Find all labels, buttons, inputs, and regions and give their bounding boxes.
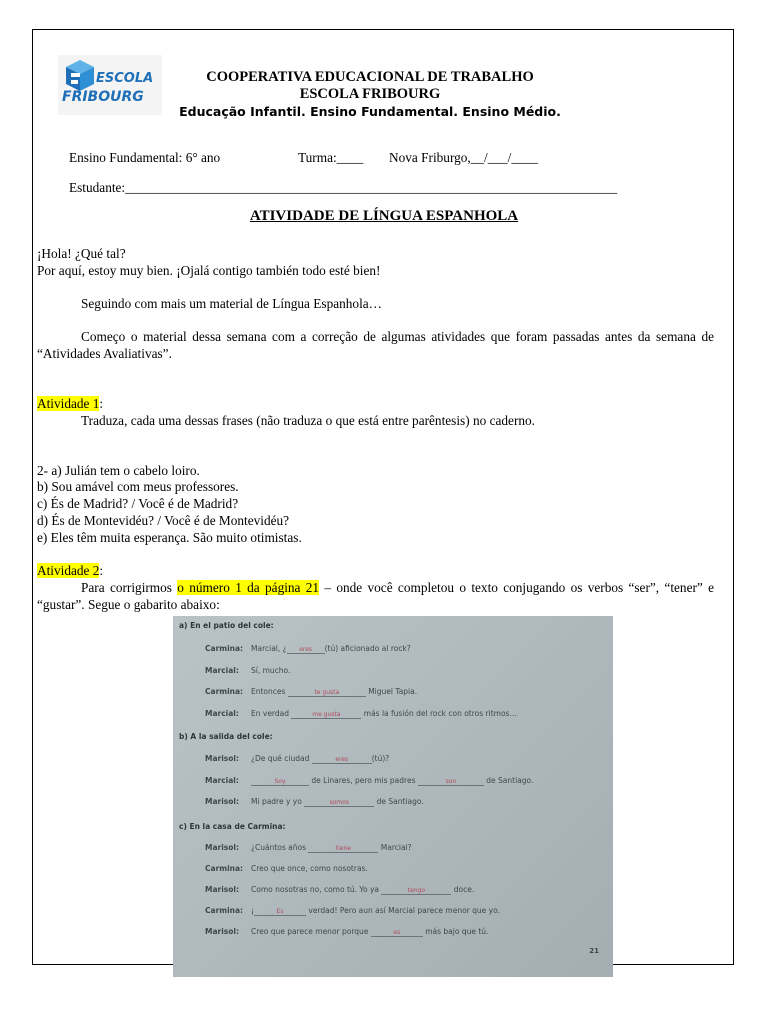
activity1-label: Atividade 1: [37, 396, 100, 411]
activity2-colon: :: [99, 563, 104, 578]
activity1-answer: c) És de Madrid? / Você é de Madrid?: [37, 496, 239, 511]
activity2-heading: [37, 562, 714, 579]
dialog-line: Marisol: Creo que parece menor porque es más bajo que tú.: [205, 927, 489, 936]
logo-text-fribourg: FRIBOURG: [62, 89, 144, 105]
activity2-label: Atividade 2: [37, 563, 100, 578]
answer-blank: Es: [254, 908, 306, 916]
logo-text-escola: ESCOLA: [96, 71, 154, 86]
answer-blank: tengo: [381, 887, 451, 895]
dialog-line: Carmina: Marcial, ¿ eres (tú) aficionado al rock?: [205, 644, 411, 653]
section-a-title: a) En el patio del cole:: [179, 621, 274, 630]
book-page-number: 21: [589, 947, 599, 955]
intro-paragraph: [37, 328, 714, 362]
intro-line: [37, 295, 714, 312]
section-c-title: c) En la casa de Carmina:: [179, 822, 286, 831]
activity2-paragraph: [37, 579, 714, 613]
dialog-line: Marcial: Sí, mucho.: [205, 666, 291, 675]
dialog-line: Marcial: En verdad me gusta más la fusión del rock con otros ritmos…: [205, 709, 517, 718]
activity2-text-before: Para corrigirmos: [81, 580, 178, 595]
intro-paragraph-text: Começo o material dessa semana com a correção de algumas atividades que foram passadas antes da semana de “Atividades Avaliativas”.: [37, 329, 714, 361]
section-b-title: b) A la salida del cole:: [179, 732, 273, 741]
activity1-answer: d) És de Montevidéu? / Você é de Montevidéu?: [37, 513, 290, 528]
school-levels: Educação Infantil. Ensino Fundamental. Ensino Médio.: [179, 104, 561, 119]
school-name: ESCOLA FRIBOURG: [299, 86, 441, 102]
student-field: Estudante:__________________________________________________________________________: [69, 180, 618, 195]
greeting-reply: Por aquí, estoy muy bien. ¡Ojalá contigo también todo esté bien!: [37, 263, 381, 278]
answer-blank: eres: [312, 756, 372, 764]
answer-blank: Soy: [251, 778, 309, 786]
org-name: COOPERATIVA EDUCACIONAL DE TRABALHO: [206, 69, 534, 85]
answer-blank: son: [418, 778, 484, 786]
activity2-text-after: – onde você completou o texto conjugando os verbos “ser”, “tener” e “gustar”. Segue o gabarito abaixo:: [37, 580, 715, 612]
answer-blank: me gusta: [291, 711, 361, 719]
dialog-line: Marisol: Mi padre y yo somos de Santiago.: [205, 797, 424, 806]
dialog-line: Carmina: ¡ Es verdad! Pero aun así Marcial parece menor que yo.: [205, 906, 500, 915]
activity1-colon: :: [99, 396, 104, 411]
dialog-line: Carmina: Entonces te gusta Miguel Tapia.: [205, 687, 418, 696]
activity2-highlight: o número 1 da página 21: [177, 580, 320, 595]
activity1-instruction-line: [37, 412, 714, 429]
answer-blank: tiene: [308, 845, 378, 853]
dialog-line: Marisol: ¿De qué ciudad eres (tú)?: [205, 754, 390, 763]
dialog-line: Marisol: ¿Cuántos años tiene Marcial?: [205, 843, 412, 852]
activity1-heading: [37, 395, 714, 412]
activity1-answer: e) Eles têm muita esperança. São muito otimistas.: [37, 530, 302, 545]
answer-blank: es: [371, 929, 423, 937]
greeting: ¡Hola! ¿Qué tal?: [37, 246, 126, 261]
page-title: ATIVIDADE DE LÍNGUA ESPANHOLA: [249, 208, 519, 224]
dialog-line: Marisol: Como nosotras no, como tú. Yo ya tengo doce.: [205, 885, 475, 894]
activity1-answer: b) Sou amável com meus professores.: [37, 479, 239, 494]
intro-text: Seguindo com mais um material de Língua Espanhola…: [81, 296, 382, 311]
answer-blank: somos: [304, 799, 374, 807]
grade-field: Ensino Fundamental: 6° ano: [69, 150, 221, 165]
class-field: Turma:____: [298, 150, 364, 165]
answer-key-photo: [173, 616, 613, 977]
activity1-instruction: Traduza, cada uma dessas frases (não traduza o que está entre parêntesis) no caderno.: [81, 413, 535, 428]
school-logo: [58, 55, 162, 115]
dialog-line: Marcial: Soy de Linares, pero mis padres son de Santiago.: [205, 776, 534, 785]
answer-blank: te gusta: [288, 689, 366, 697]
date-field: Nova Friburgo,__/___/____: [389, 150, 538, 165]
activity1-answer: 2- a) Julián tem o cabelo loiro.: [37, 463, 200, 478]
answer-blank: eres: [287, 646, 325, 654]
dialog-line: Carmina: Creo que once, como nosotras.: [205, 864, 368, 873]
